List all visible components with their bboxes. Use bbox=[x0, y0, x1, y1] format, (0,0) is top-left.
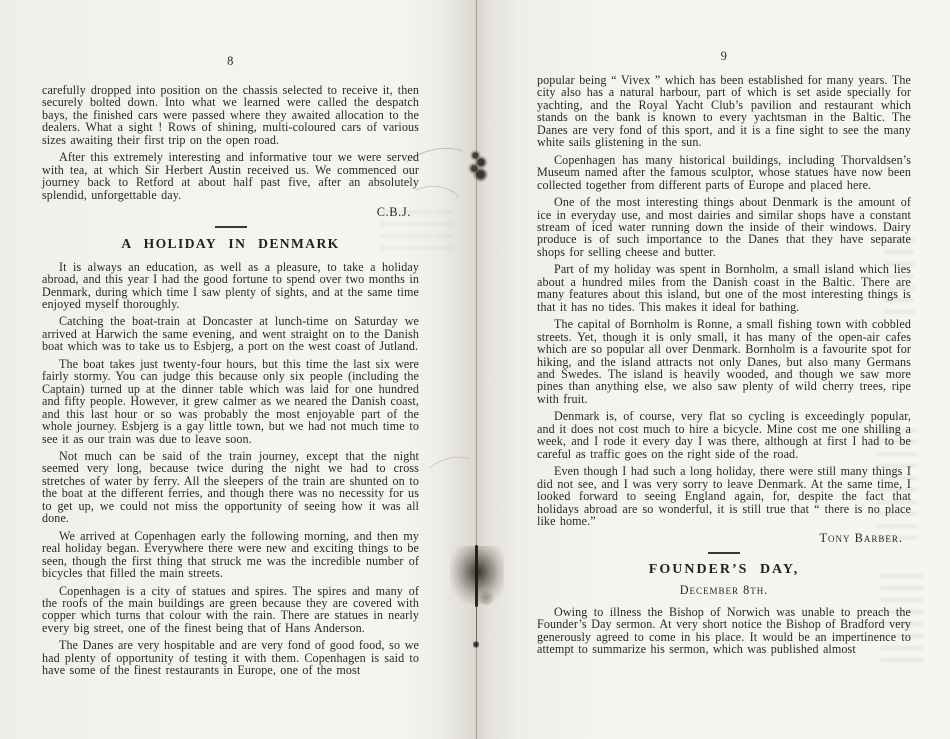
paragraph: Catching the boat-train at Doncaster at lunch-time on Saturday we arrived at Harwich the same evening, and went straight on to the Danish boat which was to take us to Esbjerg, a port on the west coast of Jutland. bbox=[42, 314, 419, 354]
paragraph: Copenhagen has many historical buildings, including Thorvaldsen’s Museum named after the famous sculptor, whose statues have now been collected together from different parts of Europe and placed here. bbox=[537, 152, 911, 192]
article-title-denmark: A HOLIDAY IN DENMARK bbox=[121, 235, 340, 251]
gutter-fold-line bbox=[476, 0, 477, 739]
ink-blot-top bbox=[465, 148, 491, 182]
gutter-shadow bbox=[436, 0, 520, 739]
paragraph: The Danes are very hospitable and are very fond of good food, so we had plenty of opportunity of testing it with them. Copenhagen is said to have some of the finest restaurants in Europe, one of the most bbox=[42, 638, 419, 678]
section-divider bbox=[215, 226, 247, 228]
section-divider bbox=[708, 552, 740, 554]
author-name: Tony Barber. bbox=[819, 531, 903, 546]
page-number-left: 8 bbox=[227, 54, 234, 68]
paragraph: The boat takes just twenty-four hours, but this time the last six were fairly stormy. You can judge this because only six people (including the Captain) turned up at the dinner table which was laid for one hundred and fifty people. However, it grew calmer as we neared the Danish coast, and this last hour or so was probably the most enjoyable part of the whole journey. Esbjerg is a gay little town, but we had not much time to see it as our train was due to leave soon. bbox=[42, 356, 419, 446]
article-title-founders-day: FOUNDER’S DAY, bbox=[648, 562, 800, 577]
paragraph: Even though I had such a long holiday, there were still many things I did not see, and I was very sorry to leave Denmark. At the same time, I looked forward to seeing England again, for, despite the fact that holidays abroad are so wonderful, it is still true that “ there is no place like home.” bbox=[537, 464, 911, 528]
page-right bbox=[537, 50, 911, 661]
paragraph: Denmark is, of course, very flat so cycling is exceedingly popular, and it does not cost much to hire a bicycle. Mine cost me one shilling a week, and I rode it every day I was there, although at first I had to be careful as traffic goes on the right side of the road. bbox=[537, 409, 911, 461]
paragraph: Part of my holiday was spent in Bornholm, a small island which lies about a hundred miles from the Danish coast in the Baltic. There are many features about this island, but one of the most interesting things is that it has no tides. This makes it ideal for bathing. bbox=[537, 262, 911, 314]
paragraph: We arrived at Copenhagen early the following morning, and then my real holiday began. Everywhere there were new and exciting things to be seen, though the first thing that struck me was the incredible number of bicycles that filled the main streets. bbox=[42, 528, 419, 581]
paragraph: It is always an education, as well as a pleasure, to take a holiday abroad, and this year I had the good fortune to spend over two months in Denmark, during which time I saw plenty of sights, and at the same time enjoyed myself thoroughly. bbox=[42, 259, 419, 312]
paragraph: Copenhagen is a city of statues and spires. The spires and many of the roofs of the main buildings are green because they are covered with copper which turns that colour with the rain. There are statues in nearly every big street, one of the finest being that of Hans Anderson. bbox=[42, 583, 419, 635]
page-number-right: 9 bbox=[720, 49, 728, 63]
paragraph: Owing to illness the Bishop of Norwich was unable to preach the Founder’s Day sermon. At very short notice the Bishop of Bradford very generously agreed to come in his place. It would be an impertinence to attempt to summarize his sermon, which was published almost bbox=[537, 605, 911, 657]
ink-blot-core bbox=[475, 545, 478, 607]
paragraph: popular being “ Vivex ” which has been established for many years. The city also has a natural harbour, part of which is set aside specially for yachting, and the Royal Yacht Club’s pavilion and restaurant which stands on the bank is known to every yachtsman in the Baltic. The Danes are very fond of this sport, and it is a fine sight to see the many white sails glistening in the sun. bbox=[537, 73, 911, 150]
ink-blot-main bbox=[450, 546, 504, 604]
ink-dot bbox=[473, 641, 479, 648]
author-initials: C.B.J. bbox=[376, 205, 411, 220]
paragraph: The capital of Bornholm is Ronne, a small fishing town with cobbled streets. Yet, though it is only small, it has many of the open-air cafes which are so popular all over Denmark. Bornholm is a favourite spot for hiking, and the island attracts not only Danes, but also many Germans and Swedes. The island is heavily wooded, and though we saw more pines than anything else, we also saw plenty of wild cherry trees, ripe with fruit. bbox=[537, 317, 911, 406]
ink-blot-lobe bbox=[478, 590, 494, 606]
ink-drip-line bbox=[476, 605, 477, 645]
paragraph: Not much can be said of the train journey, except that the night seemed very long, because twice during the night we had to cross stretches of water by ferry. All the sleepers of the train are shunted on to the boat at the different ferries, and though there was no necessity for us to get up, we could not miss the opportunity of seeing how it was all done. bbox=[42, 449, 419, 526]
paragraph: carefully dropped into position on the chassis selected to receive it, then securely bolted down. Into what we learned were called the despatch bays, the finished cars were passed where they awaited allocation to the dealers. What a sight ! Rows of shining, multi-coloured cars of various sizes awaiting their first trip on the open road. bbox=[42, 83, 419, 147]
page-left bbox=[42, 55, 419, 682]
paragraph: One of the most interesting things about Denmark is the amount of ice in everyday use, and most dairies and similar shops have a constant stream of iced water running down the inside of their windows. Dairy produce is of such importance to the Danes that they have separate shops for selling cheese and butter. bbox=[537, 195, 911, 259]
article-date-subtitle: December 8th. bbox=[679, 583, 769, 597]
paragraph: After this extremely interesting and informative tour we were served with tea, at which Sir Herbert Austin received us. We commenced our journey back to Retford at about half past five, after an absolutely splendid, unforgettable day. bbox=[42, 150, 419, 202]
